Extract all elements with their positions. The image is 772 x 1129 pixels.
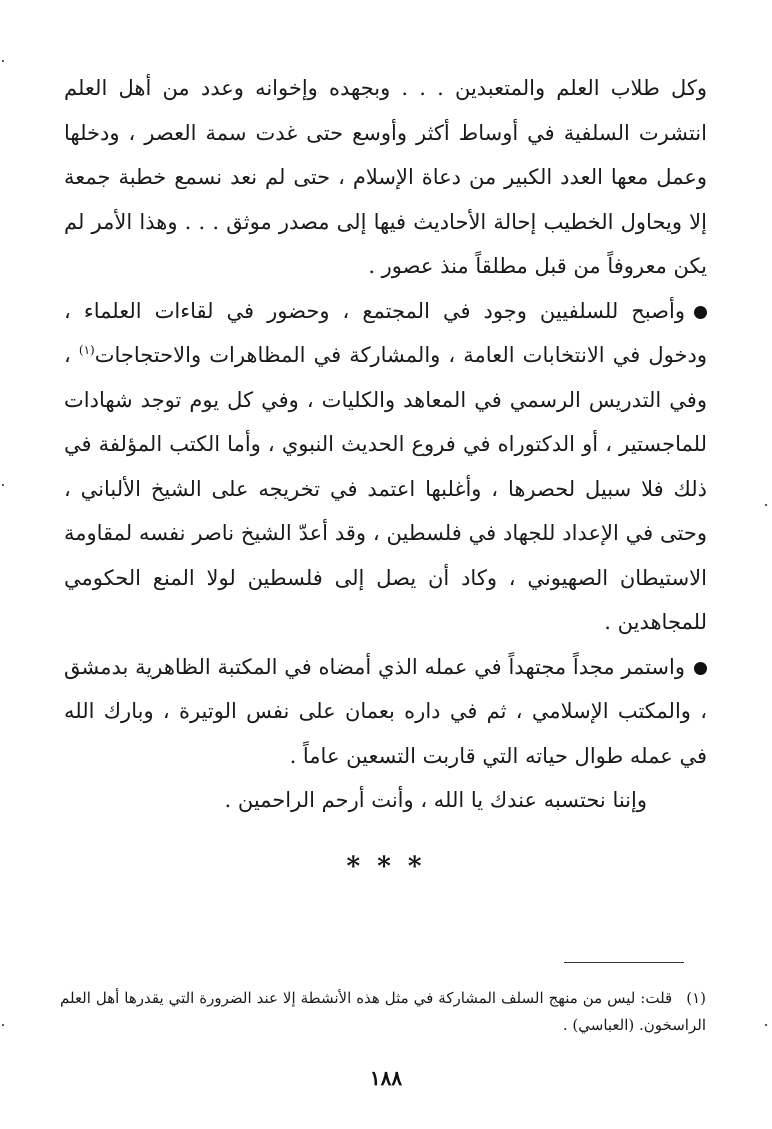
closing-line: وإننا نحتسبه عندك يا الله ، وأنت أرحم الراحمين . <box>224 788 647 812</box>
footnote <box>60 985 706 1039</box>
bullet-icon <box>694 306 707 319</box>
scan-edge-mark <box>2 484 4 486</box>
footnote-reference[interactable]: (١) <box>78 343 95 357</box>
scan-edge-mark <box>2 60 4 62</box>
bullet-icon <box>694 662 707 675</box>
section-separator: * * * <box>346 852 426 882</box>
scan-edge-mark <box>2 1024 4 1026</box>
page-number: ١٨٨ <box>369 1066 403 1090</box>
paragraph-1-text: وكل طلاب العلم والمتعبدين . . . وبجهده وإخوانه وعدد من أهل العلم انتشرت السلفية في أوساط أكثر وأوسع حتى غدت سمة العصر ، ودخلها وعمل معها العدد الكبير من دعاة الإسلام ، حتى لم نعد نسمع خطبة جمعة إلا ويحاول الخطيب إحالة الأحاديث فيها إلى مصدر موثق . . . وهذا الأمر لم يكن معروفاً من قبل مطلقاً منذ عصور . <box>64 76 707 278</box>
paragraph-1 <box>64 66 707 289</box>
paragraph-2 <box>64 289 707 645</box>
scan-edge-mark <box>765 504 767 506</box>
footnote-divider <box>564 962 684 963</box>
paragraph-2-text-after-ref: ، وفي التدريس الرسمي في المعاهد والكليات ، وفي كل يوم توجد شهادات للماجستير ، أو الدكتوراه في فروع الحديث النبوي ، وأما الكتب المؤلفة في ذلك فلا سبيل لحصرها ، وأغلبها اعتمد في تخريجه على الشيخ الألباني ، وحتى في الإعداد للجهاد في فلسطين ، وقد أعدّ الشيخ ناصر نفسه لمقاومة الاستيطان الصهيوني ، وكاد أن يصل إلى فلسطين لولا المنع الحكومي للمجاهدين . <box>64 343 707 634</box>
scan-edge-mark <box>765 1024 767 1026</box>
paragraph-3 <box>64 645 707 779</box>
footnote-number: (١) <box>686 989 706 1007</box>
paragraph-3-text: واستمر مجداً مجتهداً في عمله الذي أمضاه في المكتبة الظاهرية بدمشق ، والمكتب الإسلامي ، ثم في داره بعمان على نفس الوتيرة ، وبارك الله في عمله طوال حياته التي قاربت التسعين عاماً . <box>64 654 707 768</box>
main-text <box>64 66 707 823</box>
paragraph-2-text-before-ref: وأصبح للسلفيين وجود في المجتمع ، وحضور في لقاءات العلماء ، ودخول في الانتخابات العامة ، والمشاركة في المظاهرات والاحتجاجات <box>64 298 707 367</box>
footnote-text: قلت: ليس من منهج السلف المشاركة في مثل هذه الأنشطة إلا عند الضرورة التي يقدرها أهل العلم الراسخون. (العباسي) . <box>60 989 706 1034</box>
